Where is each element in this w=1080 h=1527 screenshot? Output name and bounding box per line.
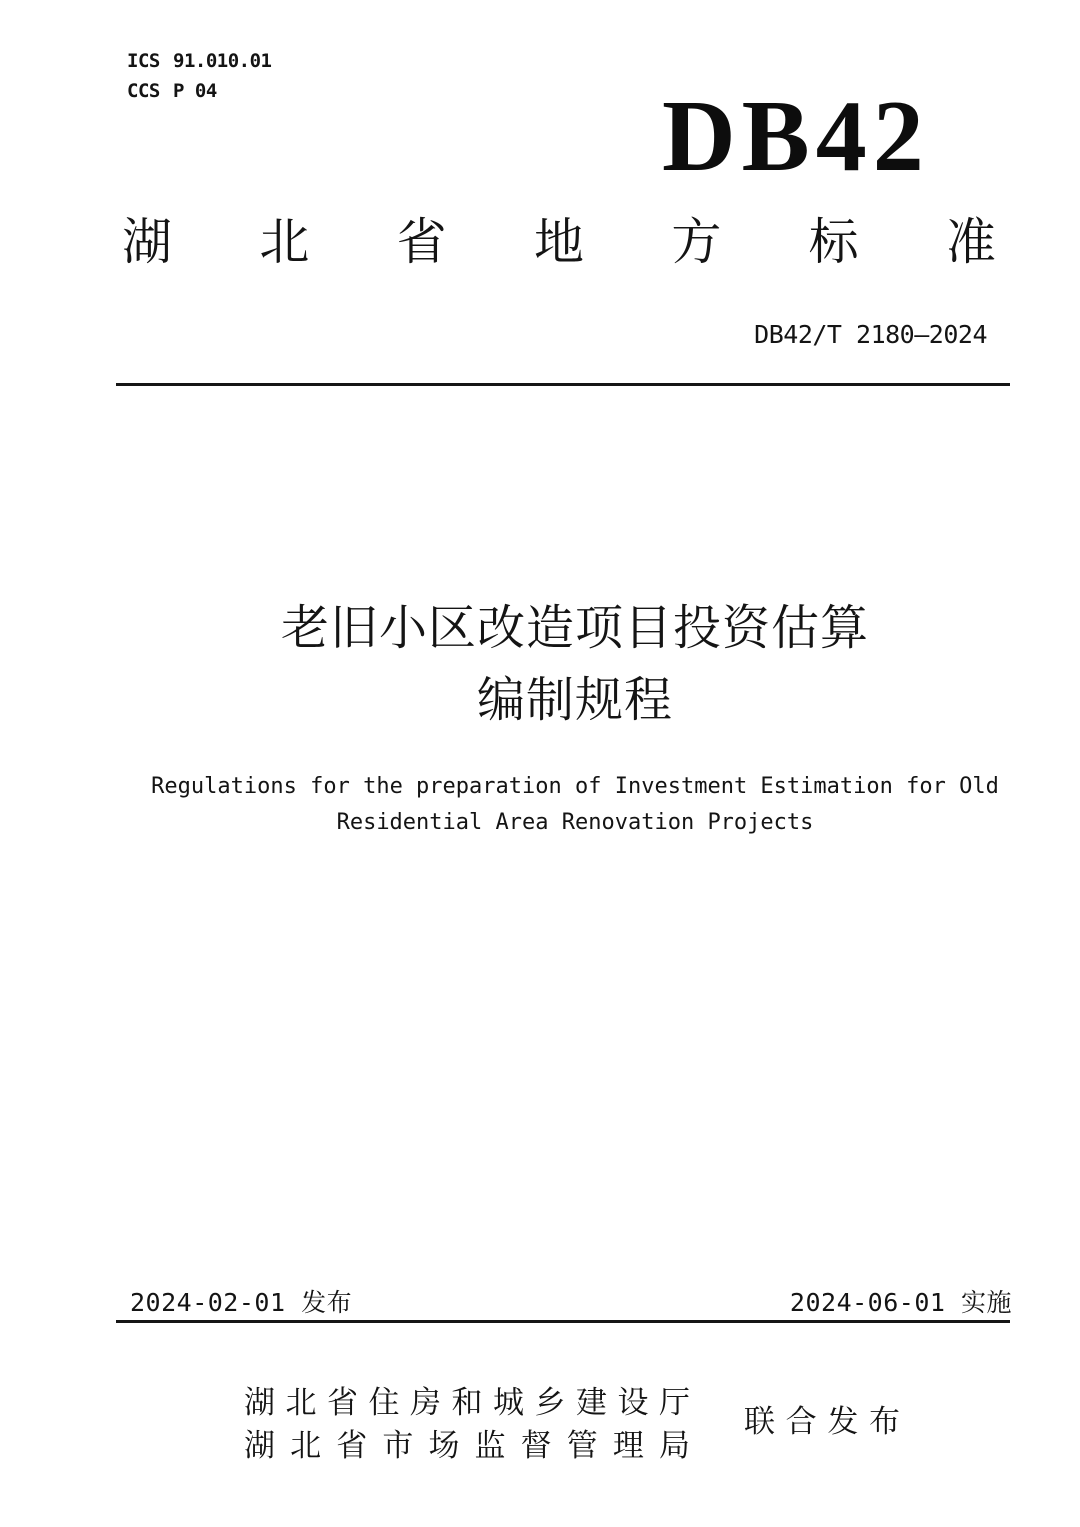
implementation-date: 2024-06-01 实施 [789,1288,1012,1317]
divider-bottom [116,1320,1010,1323]
ccs-code-row [127,76,271,106]
english-title-line2: Residential Area Renovation Projects [336,810,814,835]
ics-value: 91.010.01 [173,50,272,72]
ccs-value: P 04 [173,80,217,102]
ics-code-row [127,46,271,76]
english-title-line1: Regulations for the preparation of Investment Estimation for Old [151,774,999,799]
ccs-label: CCS [127,80,160,102]
publisher-list [244,1381,690,1467]
date-row [130,1288,1012,1318]
publisher-line1: 湖 北 省 住 房 和 城 乡 建 设 厅 [244,1385,690,1420]
classification-codes [127,46,271,106]
issue-date: 2024-02-01 发布 [130,1288,353,1317]
document-number: DB42/T 2180—2024 [754,320,987,349]
divider-top [116,383,1010,386]
ics-label: ICS [127,50,160,72]
document-title-line1: 老旧小区改造项目投资估算 [280,602,869,655]
standard-category-heading: 湖 北 省 地 方 标 准 [122,214,996,270]
document-title [135,593,1015,737]
document-title-english [100,769,1050,841]
db42-logo: DB42 [662,80,930,193]
publisher-line2: 湖 北 省 市 场 监 督 管 理 局 [244,1428,690,1463]
document-title-line2: 编制规程 [476,674,673,727]
joint-release-label: 联 合 发 布 [744,1404,900,1439]
